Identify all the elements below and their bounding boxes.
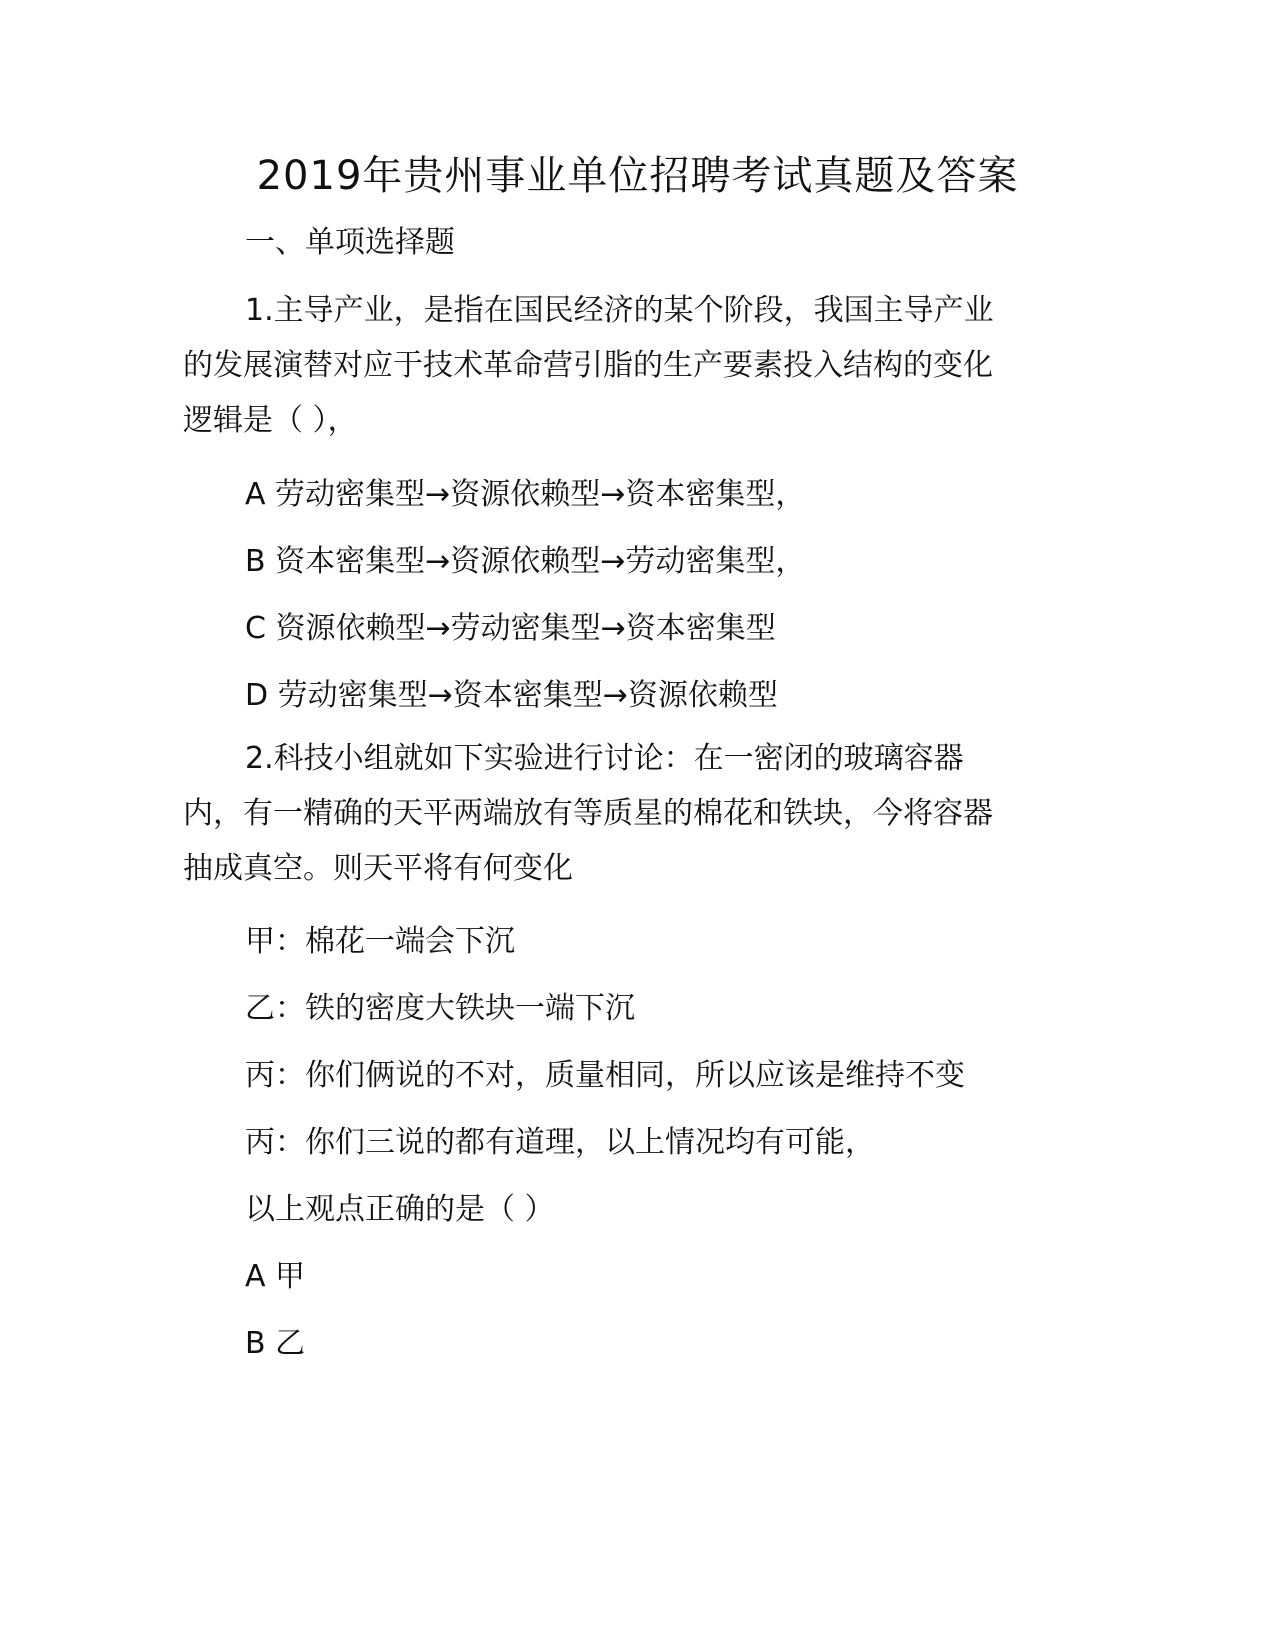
question-2-statement-jia: 甲：棉花一端会下沉 [245,924,515,959]
section-heading: 一、单项选择题 [245,225,455,260]
question-2-option-a: A 甲 [245,1259,306,1294]
question-2-statement-bing: 丙：你们俩说的不对，质量相同，所以应该是维持不变 [245,1058,965,1093]
question-2-statement-yi: 乙：铁的密度大铁块一端下沉 [245,991,635,1026]
question-1-stem-line-2: 的发展演替对应于技术革命营引脂的生产要素投入结构的变化 [183,348,993,383]
question-2-option-b: B 乙 [245,1326,306,1361]
document-title: 2019年贵州事业单位招聘考试真题及答案 [256,153,1019,199]
question-2-stem-line-1: 2.科技小组就如下实验进行讨论：在一密闭的玻璃容器 [245,741,964,776]
question-1-option-a: A 劳动密集型→资源依赖型→资本密集型， [245,477,806,512]
question-2 [183,731,1083,896]
question-1-option-b: B 资本密集型→资源依赖型→劳动密集型， [245,544,806,579]
document-body [183,215,1083,270]
question-1-stem-line-3: 逻辑是（ ）， [183,403,358,438]
question-2-prompt: 以上观点正确的是（ ） [245,1192,555,1227]
question-2-statements [183,908,1083,1377]
question-2-stem-line-2: 内，有一精确的天平两端放有等质星的棉花和铁块，今将容器 [183,796,993,831]
question-1-option-d: D 劳动密集型→资本密集型→资源依赖型 [245,678,778,713]
question-1-stem-line-1: 1.主导产业，是指在国民经济的某个阶段，我国主导产业 [245,293,994,328]
question-1 [183,283,1083,448]
question-1-option-c: C 资源依赖型→劳动密集型→资本密集型 [245,611,776,646]
question-1-options [183,461,1083,729]
question-2-stem-line-3: 抽成真空。则天平将有何变化 [183,851,573,886]
question-2-statement-bing-2: 丙：你们三说的都有道理，以上情况均有可能， [245,1125,875,1160]
